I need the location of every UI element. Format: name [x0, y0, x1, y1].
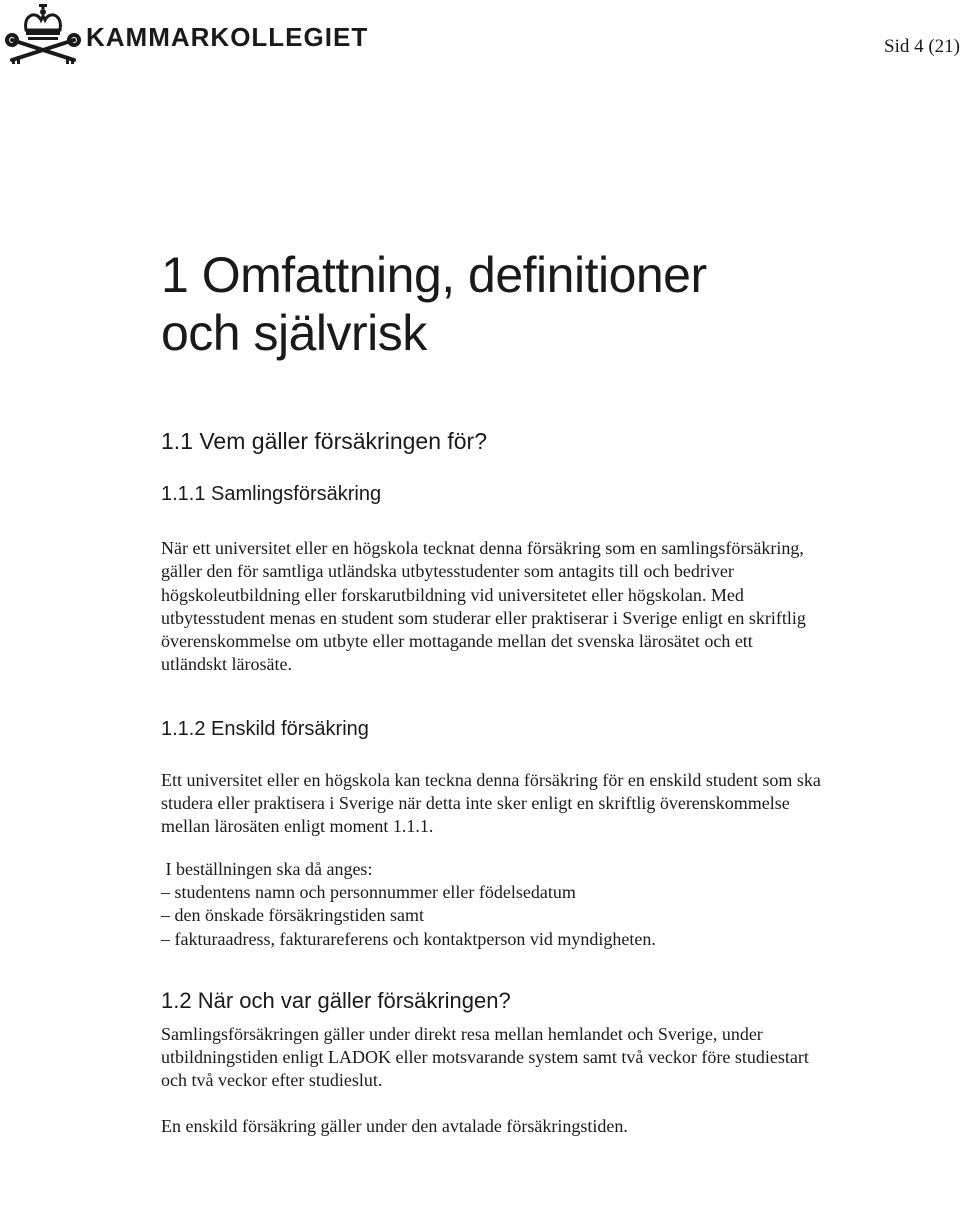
subsection-title-1-1-1: 1.1.1 Samlingsförsäkring — [161, 483, 382, 505]
document-body — [161, 246, 821, 1138]
crown-and-crossed-keys-icon — [4, 4, 82, 66]
list-item: – den önskade försäkringstiden samt — [161, 905, 424, 926]
order-list — [161, 881, 821, 951]
section-title: 1 Omfattning, definitioner och självrisk — [161, 247, 707, 361]
order-intro: I beställningen ska då anges: — [161, 858, 373, 879]
subsection-title-1-1: 1.1 Vem gäller försäkringen för? — [161, 428, 488, 454]
paragraph-samlingsforsakring: När ett universitet eller en högskola tecknat denna försäkring som en samlingsförsäkring, gäller den för samtliga utländska utbytesstudenter som antagits till och bedriver högskoleutbildning eller forskarutbildning vid universitetet eller högskolan. Med utbytesstudent menas en student som studerar eller praktiserar i Sverige enligt en skriftlig överenskommelse om utbyte eller mottagande mellan det svenska lärosätet och ett utländskt lärosäte. — [161, 538, 806, 675]
paragraph-enskild-tid: En enskild försäkring gäller under den avtalade försäkringstiden. — [161, 1115, 628, 1136]
org-name: KAMMARKOLLEGIET — [86, 22, 369, 52]
paragraph-enskild-forsakring: Ett universitet eller en högskola kan teckna denna försäkring för en enskild student som ska studera eller praktisera i Sverige när detta inte sker enligt en skriftlig överenskommelse mellan lärosäten enligt moment 1.1.1. — [161, 769, 821, 837]
page-number: Sid 4 (21) — [884, 36, 960, 57]
subsection-title-1-2: 1.2 När och var gäller försäkringen? — [161, 987, 511, 1013]
paragraph-nar-och-var: Samlingsförsäkringen gäller under direkt resa mellan hemlandet och Sverige, under utbildningstiden enligt LADOK eller motsvarande system samt två veckor före studiestart och två veckor efter studieslut. — [161, 1023, 809, 1091]
list-item: – fakturaadress, fakturareferens och kontaktperson vid myndigheten. — [161, 928, 656, 949]
subsection-title-1-1-2: 1.1.2 Enskild försäkring — [161, 717, 369, 740]
page-header — [0, 0, 960, 80]
list-item: – studentens namn och personnummer eller födelsedatum — [161, 881, 576, 902]
